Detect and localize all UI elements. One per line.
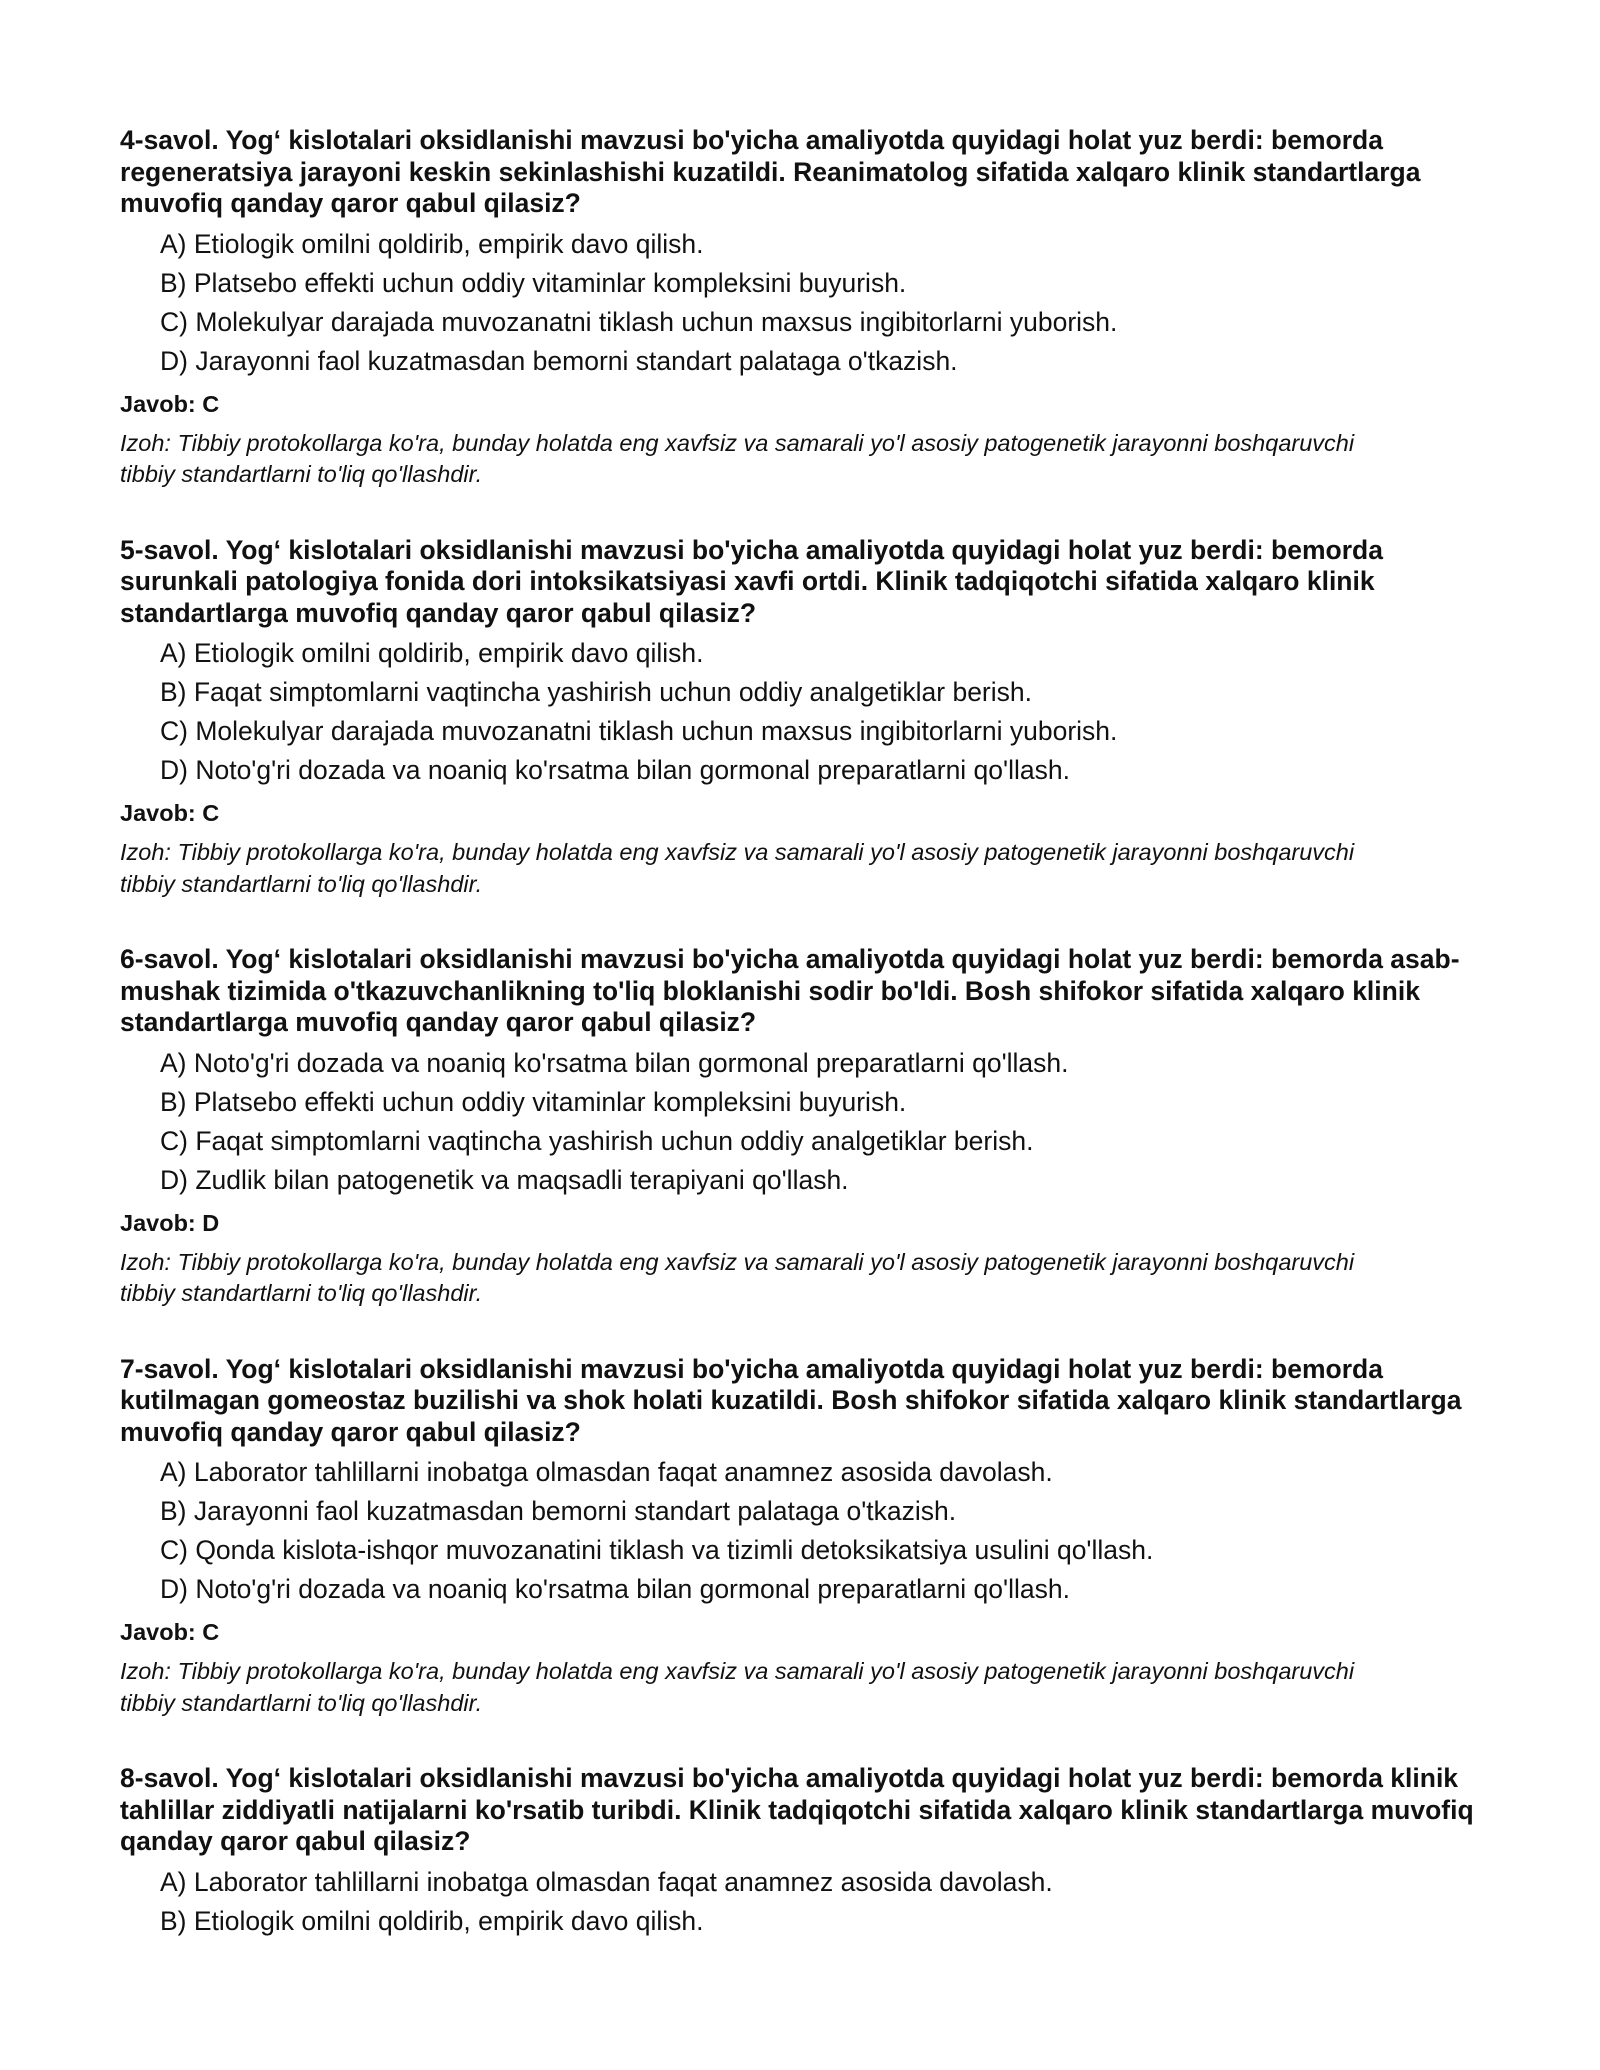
option-a: A) Etiologik omilni qoldirib, empirik davo qilish. <box>160 228 704 259</box>
options-list <box>120 230 1490 376</box>
option-b: B) Faqat simptomlarni vaqtincha yashirish uchun oddiy analgetiklar berish. <box>160 677 1032 707</box>
explanation-text: Izoh: Tibbiy protokollarga ko'ra, bunday holatda eng xavfsiz va samarali yo'l asosiy patogenetik jarayonni boshqaruvchi tibbiy standartlarni to'liq qo'llashdir. <box>120 429 1355 487</box>
answer-label: Javob: C <box>120 1619 220 1645</box>
option-b: B) Platsebo effekti uchun oddiy vitaminlar kompleksini buyurish. <box>160 1086 907 1117</box>
option-d: D) Noto'g'ri dozada va noaniq ko'rsatma bilan gormonal preparatlarni qo'llash. <box>160 755 1070 785</box>
option-b: B) Platsebo effekti uchun oddiy vitaminlar kompleksini buyurish. <box>160 267 907 298</box>
document-page <box>120 125 1490 1950</box>
option-a: A) Laborator tahlillarni inobatga olmasdan faqat anamnez asosida davolash. <box>160 1457 1053 1487</box>
options-list <box>120 1868 1490 1936</box>
answer-label: Javob: C <box>120 800 220 826</box>
option-a: A) Etiologik omilni qoldirib, empirik davo qilish. <box>160 638 704 668</box>
answer-label: Javob: D <box>120 1209 220 1236</box>
question-block-5 <box>120 535 1490 901</box>
question-block-6 <box>120 944 1490 1310</box>
question-text: 7-savol. Yog‘ kislotalari oksidlanishi mavzusi bo'yicha amaliyotda quyidagi holat yuz berdi: bemorda kutilmagan gomeostaz buzilishi va shok holati kuzatildi. Bosh shifokor sifatida xalqaro klinik standartlarga muvofiq qanday qaror qabul qilasiz? <box>120 1353 1462 1447</box>
option-c: C) Molekulyar darajada muvozanatni tiklash uchun maxsus ingibitorlarni yuborish. <box>160 306 1118 337</box>
option-c: C) Qonda kislota-ishqor muvozanatini tiklash va tizimli detoksikatsiya usulini qo'llash. <box>160 1535 1154 1565</box>
option-c: C) Molekulyar darajada muvozanatni tiklash uchun maxsus ingibitorlarni yuborish. <box>160 716 1118 746</box>
option-d: D) Jarayonni faol kuzatmasdan bemorni standart palataga o'tkazish. <box>160 345 958 376</box>
options-list <box>120 1458 1490 1604</box>
options-list <box>120 1049 1490 1195</box>
options-list <box>120 639 1490 785</box>
option-b: B) Etiologik omilni qoldirib, empirik davo qilish. <box>160 1905 704 1936</box>
option-a: A) Laborator tahlillarni inobatga olmasdan faqat anamnez asosida davolash. <box>160 1866 1053 1897</box>
option-d: D) Zudlik bilan patogenetik va maqsadli terapiyani qo'llash. <box>160 1164 849 1195</box>
question-block-4 <box>120 125 1490 491</box>
option-b: B) Jarayonni faol kuzatmasdan bemorni standart palataga o'tkazish. <box>160 1496 957 1526</box>
question-block-7 <box>120 1354 1490 1720</box>
explanation-text: Izoh: Tibbiy protokollarga ko'ra, bunday holatda eng xavfsiz va samarali yo'l asosiy patogenetik jarayonni boshqaruvchi tibbiy standartlarni to'liq qo'llashdir. <box>120 839 1355 897</box>
option-c: C) Faqat simptomlarni vaqtincha yashirish uchun oddiy analgetiklar berish. <box>160 1125 1034 1156</box>
question-text: 4-savol. Yog‘ kislotalari oksidlanishi mavzusi bo'yicha amaliyotda quyidagi holat yuz berdi: bemorda regeneratsiya jarayoni keskin sekinlashishi kuzatildi. Reanimatolog sifatida xalqaro klinik standartlarga muvofiq qanday qaror qabul qilasiz? <box>120 125 1421 218</box>
option-d: D) Noto'g'ri dozada va noaniq ko'rsatma bilan gormonal preparatlarni qo'llash. <box>160 1574 1070 1604</box>
question-text: 6-savol. Yog‘ kislotalari oksidlanishi mavzusi bo'yicha amaliyotda quyidagi holat yuz berdi: bemorda asab-mushak tizimida o'tkazuvchanlikning to'liq bloklanishi sodir bo'ldi. Bosh shifokor sifatida xalqaro klinik standartlarga muvofiq qanday qaror qabul qilasiz? <box>120 944 1460 1037</box>
question-text: 5-savol. Yog‘ kislotalari oksidlanishi mavzusi bo'yicha amaliyotda quyidagi holat yuz berdi: bemorda surunkali patologiya fonida dori intoksikatsiyasi xavfi ortdi. Klinik tadqiqotchi sifatida xalqaro klinik standartlarga muvofiq qanday qaror qabul qilasiz? <box>120 534 1383 628</box>
explanation-text: Izoh: Tibbiy protokollarga ko'ra, bunday holatda eng xavfsiz va samarali yo'l asosiy patogenetik jarayonni boshqaruvchi tibbiy standartlarni to'liq qo'llashdir. <box>120 1658 1355 1716</box>
question-block-8 <box>120 1763 1490 1936</box>
option-a: A) Noto'g'ri dozada va noaniq ko'rsatma bilan gormonal preparatlarni qo'llash. <box>160 1047 1069 1078</box>
question-text: 8-savol. Yog‘ kislotalari oksidlanishi mavzusi bo'yicha amaliyotda quyidagi holat yuz berdi: bemorda klinik tahlillar ziddiyatli natijalarni ko'rsatib turibdi. Klinik tadqiqotchi sifatida xalqaro klinik standartlarga muvofiq qanday qaror qabul qilasiz? <box>120 1763 1474 1856</box>
explanation-text: Izoh: Tibbiy protokollarga ko'ra, bunday holatda eng xavfsiz va samarali yo'l asosiy patogenetik jarayonni boshqaruvchi tibbiy standartlarni to'liq qo'llashdir. <box>120 1248 1355 1306</box>
answer-label: Javob: C <box>120 390 220 417</box>
